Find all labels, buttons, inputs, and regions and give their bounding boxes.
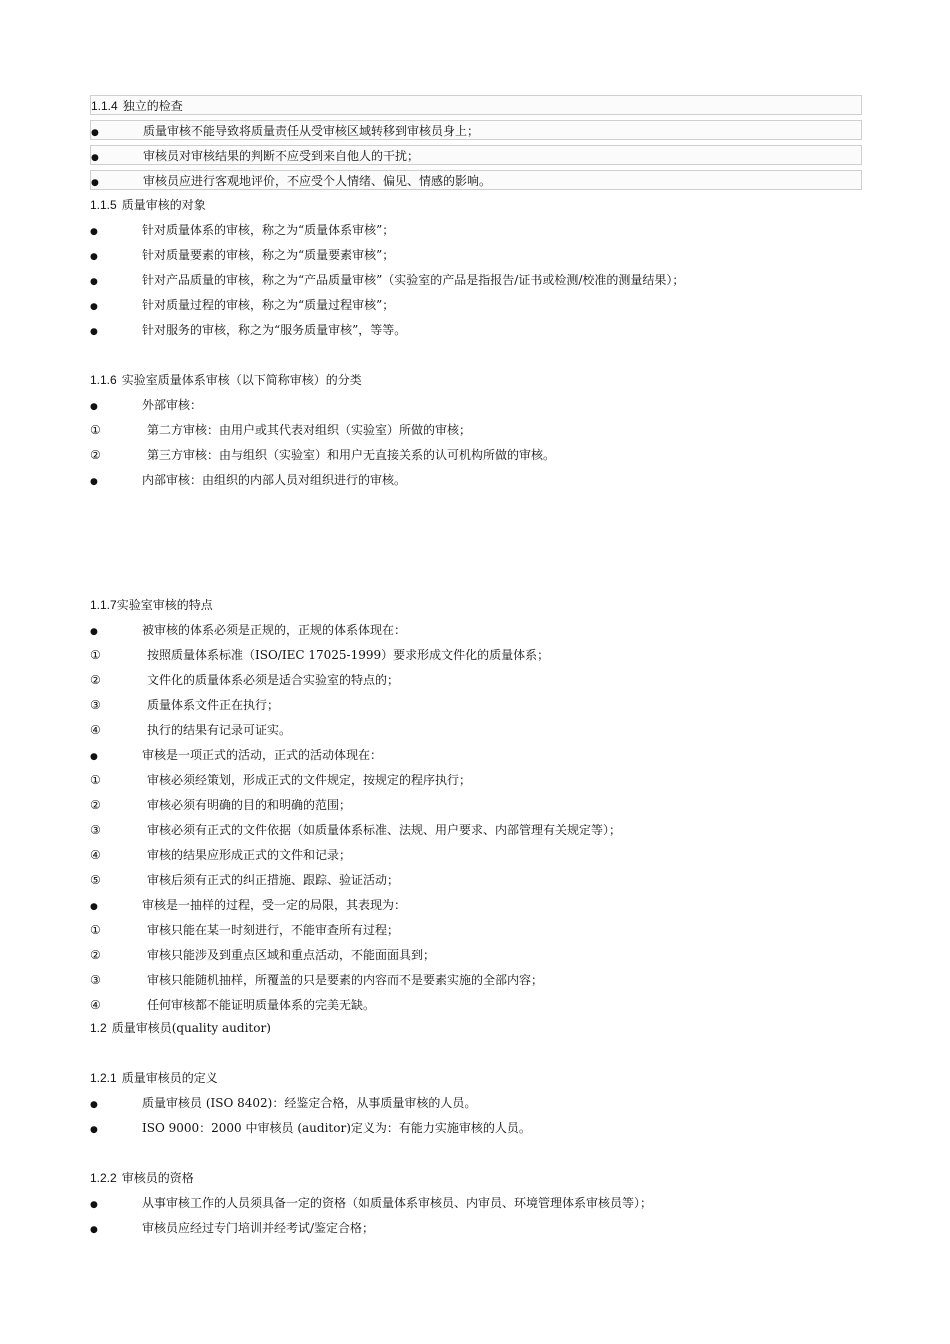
list-item-text: 针对质量过程的审核，称之为“质量过程审核”；	[142, 298, 395, 312]
bullet-icon: ●	[90, 402, 98, 412]
list-item	[90, 995, 862, 1015]
enumeration-marker: ④	[90, 723, 101, 737]
list-item-text: 审核员对审核结果的判断不应受到来自他人的干扰；	[143, 149, 420, 163]
list-item-text: ISO 9000：2000 中审核员 (auditor)定义为：有能力实施审核的人员。	[142, 1121, 531, 1135]
section-title: 质量审核的对象	[121, 198, 206, 212]
list-item	[90, 445, 862, 465]
section-number: 1.2	[90, 1021, 107, 1035]
list-item-text: 内部审核：由组织的内部人员对组织进行的审核。	[142, 473, 407, 487]
bullet-icon: ●	[90, 477, 98, 487]
list-item	[90, 895, 862, 915]
section-title: 实验室审核的特点	[116, 598, 213, 612]
section-heading	[90, 1068, 862, 1088]
list-item-text: 从事审核工作的人员须具备一定的资格（如质量体系审核员、内审员、环境管理体系审核员等）；	[142, 1196, 653, 1210]
list-item	[90, 670, 862, 690]
list-item-text: 第二方审核：由用户或其代表对组织（实验室）所做的审核；	[147, 423, 472, 437]
list-item-text: 审核必须有明确的目的和明确的范围；	[147, 798, 352, 812]
list-item	[90, 245, 862, 265]
list-item	[90, 320, 862, 340]
list-item-text: 审核只能涉及到重点区域和重点活动，不能面面具到；	[147, 948, 436, 962]
enumeration-marker: ②	[90, 673, 101, 687]
list-item-text: 被审核的体系必须是正规的，正规的体系体现在：	[142, 623, 407, 637]
section-number: 1.1.4	[91, 99, 118, 113]
list-item-text: 按照质量体系标准（ISO/IEC 17025-1999）要求形成文件化的质量体系；	[147, 648, 550, 662]
list-item	[90, 270, 862, 290]
section-number: 1.1.5	[90, 198, 117, 212]
list-item	[90, 695, 862, 715]
section-heading	[90, 1018, 862, 1038]
list-item	[90, 620, 862, 640]
list-item	[90, 295, 862, 315]
list-item	[90, 420, 862, 440]
list-item	[90, 970, 862, 990]
section-heading	[90, 595, 862, 615]
list-item	[90, 170, 862, 190]
section-title: 独立的检查	[122, 99, 183, 113]
list-item	[90, 945, 862, 965]
list-item-text: 针对服务的审核，称之为“服务质量审核”，等等。	[142, 323, 407, 337]
bullet-icon: ●	[90, 1100, 98, 1110]
bullet-icon: ●	[90, 302, 98, 312]
enumeration-marker: ④	[90, 998, 101, 1012]
list-item-text: 审核是一抽样的过程，受一定的局限，其表现为：	[142, 898, 407, 912]
list-item	[90, 120, 862, 140]
enumeration-marker: ②	[90, 448, 101, 462]
list-item	[90, 795, 862, 815]
list-item-text: 针对产品质量的审核，称之为“产品质量审核”（实验室的产品是指报告/证书或检测/校准的测量结果）；	[142, 273, 685, 287]
enumeration-marker: ①	[90, 648, 101, 662]
list-item-text: 审核员应进行客观地评价，不应受个人情绪、偏见、情感的影响。	[143, 174, 492, 188]
section-number: 1.2.1	[90, 1071, 117, 1085]
list-item	[90, 470, 862, 490]
list-item	[90, 845, 862, 865]
bullet-icon: ●	[90, 227, 98, 237]
enumeration-marker: ①	[90, 423, 101, 437]
section-number: 1.2.2	[90, 1171, 117, 1185]
section-title: 实验室质量体系审核（以下简称审核）的分类	[121, 373, 362, 387]
list-item-text: 审核的结果应形成正式的文件和记录；	[147, 848, 352, 862]
section-title: 审核员的资格	[121, 1171, 194, 1185]
list-item	[90, 1193, 862, 1213]
bullet-icon: ●	[90, 277, 98, 287]
list-item-text: 质量审核员 (ISO 8402)：经鉴定合格，从事质量审核的人员。	[142, 1096, 477, 1110]
bullet-icon: ●	[91, 178, 99, 188]
section-heading	[90, 195, 862, 215]
bullet-icon: ●	[90, 1200, 98, 1210]
list-item-text: 第三方审核：由与组织（实验室）和用户无直接关系的认可机构所做的审核。	[147, 448, 556, 462]
list-item	[90, 395, 862, 415]
section-number: 1.1.6	[90, 373, 117, 387]
bullet-icon: ●	[90, 752, 98, 762]
bullet-icon: ●	[90, 1225, 98, 1235]
list-item	[90, 720, 862, 740]
bullet-icon: ●	[90, 1125, 98, 1135]
bullet-icon: ●	[90, 902, 98, 912]
enumeration-marker: ③	[90, 973, 101, 987]
list-item-text: 执行的结果有记录可证实。	[147, 723, 292, 737]
list-item-text: 针对质量体系的审核，称之为“质量体系审核”；	[142, 223, 395, 237]
section-title: 质量审核员(quality auditor)	[111, 1021, 271, 1035]
section-number: 1.1.7	[90, 598, 117, 612]
list-item-text: 质量体系文件正在执行；	[147, 698, 280, 712]
bullet-icon: ●	[90, 627, 98, 637]
list-item	[90, 1118, 862, 1138]
bullet-icon: ●	[91, 128, 99, 138]
list-item-text: 审核只能在某一时刻进行，不能审查所有过程；	[147, 923, 400, 937]
list-item-text: 任何审核都不能证明质量体系的完美无缺。	[147, 998, 376, 1012]
list-item-text: 文件化的质量体系必须是适合实验室的特点的；	[147, 673, 400, 687]
list-item	[90, 1218, 862, 1238]
list-item-text: 审核只能随机抽样，所覆盖的只是要素的内容而不是要素实施的全部内容；	[147, 973, 544, 987]
list-item	[90, 220, 862, 240]
list-item-text: 审核是一项正式的活动，正式的活动体现在：	[142, 748, 383, 762]
list-item	[90, 920, 862, 940]
list-item	[90, 870, 862, 890]
list-item-text: 审核必须有正式的文件依据（如质量体系标准、法规、用户要求、内部管理有关规定等）；	[147, 823, 622, 837]
enumeration-marker: ①	[90, 773, 101, 787]
enumeration-marker: ②	[90, 798, 101, 812]
list-item-text: 审核员应经过专门培训并经考试/鉴定合格；	[142, 1221, 375, 1235]
list-item-text: 针对质量要素的审核，称之为“质量要素审核”；	[142, 248, 395, 262]
enumeration-marker: ③	[90, 823, 101, 837]
bullet-icon: ●	[90, 327, 98, 337]
enumeration-marker: ②	[90, 948, 101, 962]
section-heading	[90, 1168, 862, 1188]
bullet-icon: ●	[91, 153, 99, 163]
enumeration-marker: ③	[90, 698, 101, 712]
enumeration-marker: ④	[90, 848, 101, 862]
list-item-text: 质量审核不能导致将质量责任从受审核区域转移到审核员身上；	[143, 124, 480, 138]
list-item-text: 外部审核：	[142, 398, 203, 412]
list-item	[90, 145, 862, 165]
enumeration-marker: ⑤	[90, 873, 101, 887]
section-title: 质量审核员的定义	[121, 1071, 218, 1085]
enumeration-marker: ①	[90, 923, 101, 937]
list-item-text: 审核必须经策划，形成正式的文件规定，按规定的程序执行；	[147, 773, 472, 787]
section-heading	[90, 95, 862, 115]
list-item	[90, 820, 862, 840]
list-item	[90, 745, 862, 765]
list-item	[90, 770, 862, 790]
bullet-icon: ●	[90, 252, 98, 262]
list-item-text: 审核后须有正式的纠正措施、跟踪、验证活动；	[147, 873, 400, 887]
section-heading	[90, 370, 862, 390]
list-item	[90, 1093, 862, 1113]
list-item	[90, 645, 862, 665]
